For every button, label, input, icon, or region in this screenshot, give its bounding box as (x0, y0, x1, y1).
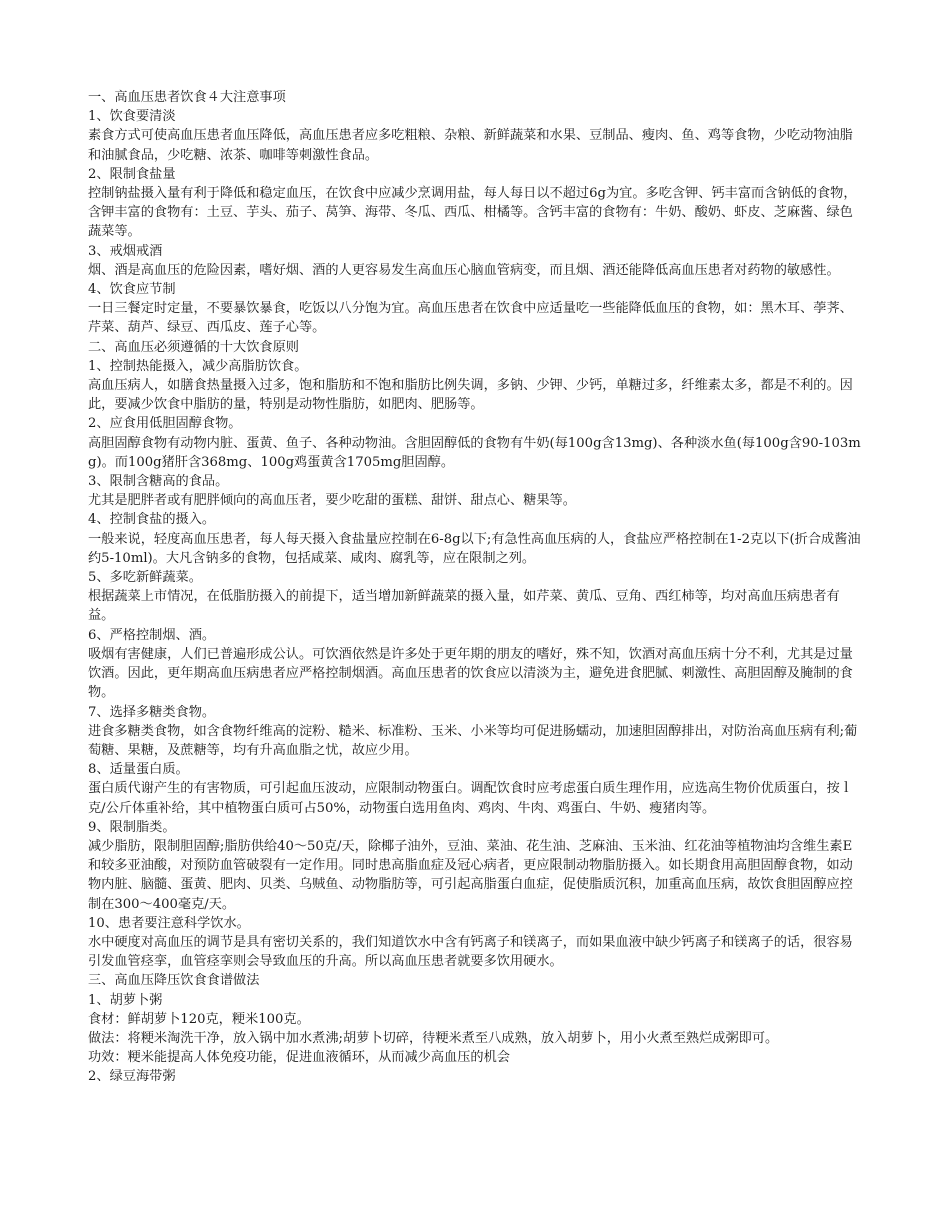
item-heading: 4、控制食盐的摄入。 (88, 512, 216, 528)
paragraph: 蛋白质代谢产生的有害物质，可引起血压波动，应限制动物蛋白。调配饮食时应考虑蛋白质生理作用，应选高生物价优质蛋白，按ｌ克/公斤体重补给，其中植物蛋白质可占50%，动物蛋白选用鱼肉、鸡肉、牛肉、鸡蛋白、牛奶、瘦猪肉等。 (88, 781, 853, 816)
paragraph: 一般来说，轻度高血压患者，每人每天摄入食盐量应控制在6-8g以下;有急性高血压病的人，食盐应严格控制在1-2克以下(折合成酱油约5-10ml)。大凡含钠多的食物，包括咸菜、咸肉、腐乳等，应在限制之列。 (88, 531, 861, 566)
paragraph: 根据蔬菜上市情况，在低脂肪摄入的前提下，适当增加新鲜蔬菜的摄入量，如芹菜、黄瓜、豆角、西红柿等，均对高血压病患者有益。 (88, 589, 840, 624)
paragraph: 进食多糖类食物，如含食物纤维高的淀粉、糙米、标准粉、玉米、小米等均可促进肠蠕动，加速胆固醇排出，对防治高血压病有利;葡萄糖、果糖，及蔗糖等，均有升高血脂之忧，故应少用。 (88, 723, 858, 758)
paragraph: 素食方式可使高血压患者血压降低，高血压患者应多吃粗粮、杂粮、新鲜蔬菜和水果、豆制品、瘦肉、鱼、鸡等食物，少吃动物油脂和油腻食品，少吃糖、浓茶、咖啡等刺激性食品。 (88, 128, 853, 163)
item-heading: 1、胡萝卜粥 (88, 992, 163, 1008)
paragraph: 功效：粳米能提高人体免疫功能，促进血液循环，从而减少高血压的机会 (88, 1050, 510, 1066)
item-heading: 2、绿豆海带粥 (88, 1069, 176, 1085)
item-heading: 4、饮食应节制 (88, 282, 176, 298)
item-heading: 2、应食用低胆固醇食物。 (88, 416, 242, 432)
section-title: 三、高血压降压饮食食谱做法 (88, 973, 260, 989)
item-heading: 3、戒烟戒酒 (88, 243, 163, 259)
section-title: 二、高血压必须遵循的十大饮食原则 (88, 339, 299, 355)
paragraph: 食材：鲜胡萝卜120克，粳米100克。 (88, 1011, 310, 1027)
paragraph: 尤其是肥胖者或有肥胖倾向的高血压者，要少吃甜的蛋糕、甜饼、甜点心、糖果等。 (88, 493, 576, 509)
paragraph: 一日三餐定时定量，不要暴饮暴食，吃饭以八分饱为宜。高血压患者在饮食中应适量吃一些能降低血压的食物，如：黑木耳、荸荠、芹菜、葫芦、绿豆、西瓜皮、莲子心等。 (88, 301, 853, 336)
item-heading: 1、控制热能摄入，减少高脂肪饮食。 (88, 358, 308, 374)
item-heading: 8、适量蛋白质。 (88, 762, 189, 778)
paragraph: 高血压病人，如膳食热量摄入过多，饱和脂肪和不饱和脂肪比例失调，多钠、少钾、少钙，单糖过多，纤维素太多，都是不利的。因此，要减少饮食中脂肪的量，特别是动物性脂肪，如肥肉、肥肠等。 (88, 378, 853, 413)
item-heading: 7、选择多糖类食物。 (88, 704, 216, 720)
item-heading: 3、限制含糖高的食品。 (88, 474, 229, 490)
paragraph: 减少脂肪，限制胆固醇;脂肪供给40～50克/天，除椰子油外，豆油、菜油、花生油、芝麻油、玉米油、红花油等植物油均含维生素E和较多亚油酸，对预防血管破裂有一定作用。同时患高脂血症及冠心病者，更应限制动物脂肪摄入。如长期食用高胆固醇食物，如动物内脏、脑髓、蛋黄、肥肉、贝类、乌贼鱼、动物脂肪等，可引起高脂蛋白血症，促使脂质沉积，加重高血压病，故饮食胆固醇应控制在300～400毫克/天。 (88, 838, 853, 912)
paragraph: 控制钠盐摄入量有利于降低和稳定血压，在饮食中应减少烹调用盐，每人每日以不超过6g为宜。多吃含钾、钙丰富而含钠低的食物，含钾丰富的食物有：土豆、芋头、茄子、莴笋、海带、冬瓜、西瓜、柑橘等。含钙丰富的食物有：牛奶、酸奶、虾皮、芝麻酱、绿色蔬菜等。 (88, 186, 857, 240)
paragraph: 做法：将粳米淘洗干净，放入锅中加水煮沸;胡萝卜切碎，待粳米煮至八成熟，放入胡萝卜，用小火煮至熟烂成粥即可。 (88, 1030, 779, 1046)
item-heading: 9、限制脂类。 (88, 819, 176, 835)
item-heading: 10、患者要注意科学饮水。 (88, 915, 250, 931)
item-heading: 1、饮食要清淡 (88, 109, 176, 125)
document-body (88, 88, 862, 1087)
item-heading: 6、严格控制烟、酒。 (88, 627, 216, 643)
paragraph: 高胆固醇食物有动物内脏、蛋黄、鱼子、各种动物油。含胆固醇低的食物有牛奶(每100g含13mg)、各种淡水鱼(每100g含90-103mg)。而100g猪肝含368mg、100g鸡蛋黄含1705mg胆固醇。 (88, 435, 861, 470)
item-heading: 5、多吃新鲜蔬菜。 (88, 570, 202, 586)
paragraph: 吸烟有害健康，人们已普遍形成公认。可饮酒依然是许多处于更年期的朋友的嗜好，殊不知，饮酒对高血压病十分不利，尤其是过量饮酒。因此，更年期高血压病患者应严格控制烟酒。高血压患者的饮食应以清淡为主，避免进食肥腻、刺激性、高胆固醇及腌制的食物。 (88, 646, 853, 701)
item-heading: 2、限制食盐量 (88, 166, 176, 182)
paragraph: 水中硬度对高血压的调节是具有密切关系的，我们知道饮水中含有钙离子和镁离子，而如果血液中缺少钙离子和镁离子的话，很容易引发血管痉挛，血管痉挛则会导致血压的升高。所以高血压患者就要多饮用硬水。 (88, 934, 853, 970)
paragraph: 烟、酒是高血压的危险因素，嗜好烟、酒的人更容易发生高血压心脑血管病变，而且烟、酒还能降低高血压患者对药物的敏感性。 (88, 262, 840, 278)
section-title: 一、高血压患者饮食４大注意事项 (88, 90, 286, 105)
